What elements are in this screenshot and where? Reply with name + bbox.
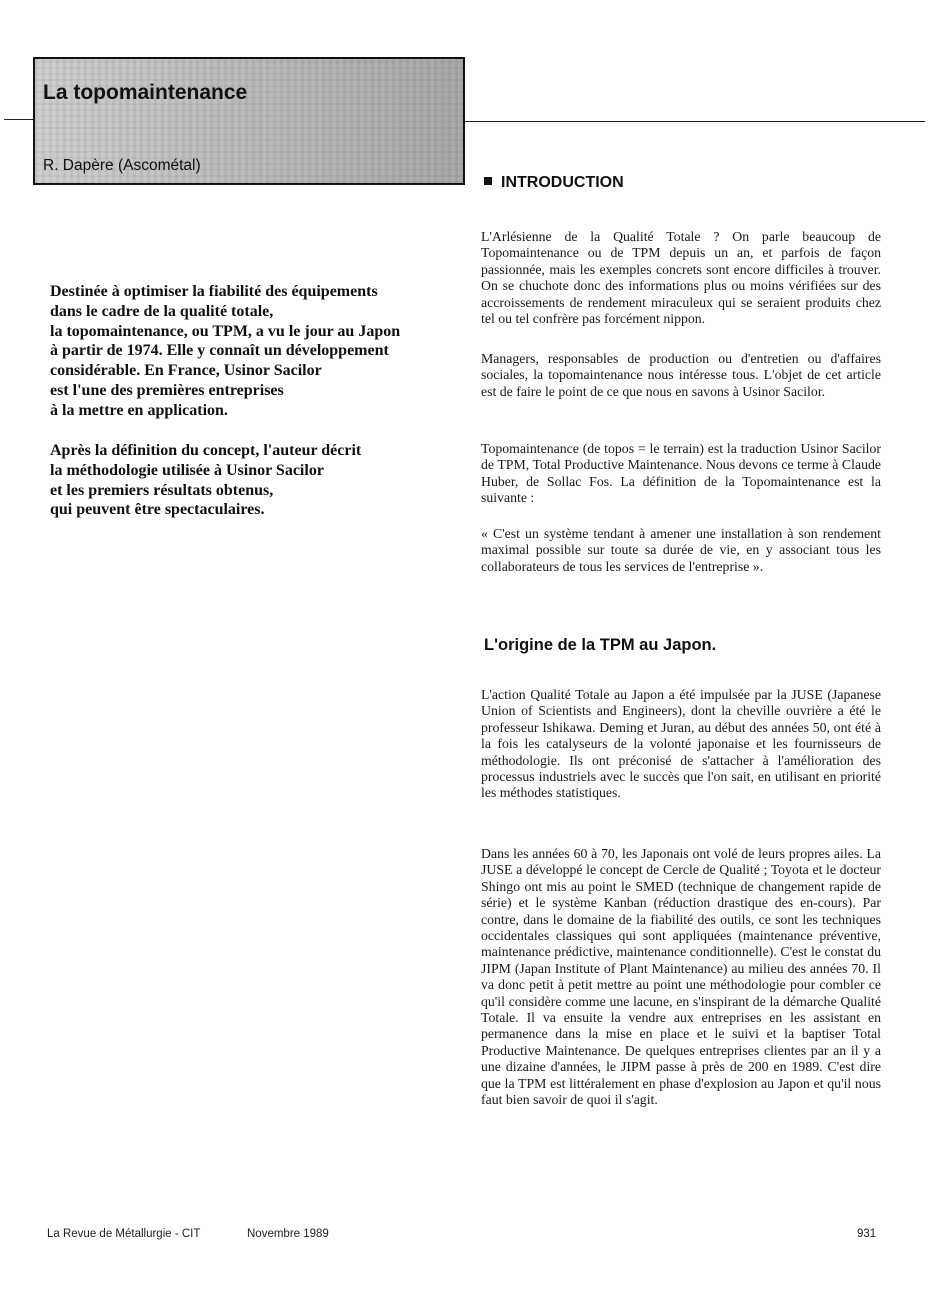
intro-paragraph: L'Arlésienne de la Qualité Totale ? On parle beaucoup de Topomaintenance ou de TPM depuis un an, et parfois de façon passionnée, mais les exemples concrets sont encore difficiles à trouver. On se chuchote donc des informations plus ou moins vérifiées sur des accroissements de rendement miraculeux qui se seraient produits chez tel ou tel confrère pas forcément nippon. xyxy=(481,229,881,327)
abstract-line: Destinée à optimiser la fiabilité des équipements xyxy=(50,283,378,300)
article-author: R. Dapère (Ascométal) xyxy=(43,157,201,174)
origin-paragraph: Dans les années 60 à 70, les Japonais ont volé de leurs propres ailes. La JUSE a développé le concept de Cercle de Qualité ; Toyota et le docteur Shingo ont mis au point le SMED (technique de changement rapide de série) et le système Kanban (réduction drastique des en-cours). Par contre, dans le domaine de la fiabilité des outils, ce sont les techniques occidentales classiques qui sont appliquées (maintenance préventive, maintenance prédictive, maintenance conditionnelle). C'est le constat du JIPM (Japan Institute of Plant Maintenance) au milieu des années 70. Il va donc petit à petit mettre au point une méthodologie pour combler ce qu'il considère comme une lacune, en s'inspirant de la démarche Qualité Totale. Il va ensuite la vendre aux entreprises en les assistant en permanence dans la mise en place et le suivi et la baptiser Total Productive Maintenance. De quelques entreprises clientes par an il y a une dizaine d'années, le JIPM passe à près de 200 en 1989. C'est dire que la TPM est littéralement en phase d'explosion au Japon et qu'il nous faut bien savoir de quoi il s'agit. xyxy=(481,846,881,1108)
abstract-paragraph-1 xyxy=(50,282,450,421)
abstract-line: Après la définition du concept, l'auteur décrit xyxy=(50,442,362,459)
abstract-line: considérable. En France, Usinor Sacilor xyxy=(50,362,322,380)
abstract-line: et les premiers résultats obtenus, xyxy=(50,481,274,499)
abstract-line: à la mettre en application. xyxy=(50,401,228,419)
intro-paragraph: « C'est un système tendant à amener une installation à son rendement maximal possible sur toute sa durée de vie, en y associant tous les collaborateurs de tous les services de l'entreprise ». xyxy=(481,526,881,574)
abstract-paragraph-2 xyxy=(50,441,450,520)
footer-journal: La Revue de Métallurgie - CIT xyxy=(47,1228,201,1240)
section-heading-introduction xyxy=(484,174,624,192)
abstract-line: est l'une des premières entreprises xyxy=(50,381,284,399)
square-bullet-icon xyxy=(484,177,492,185)
header-rule-left xyxy=(4,119,33,120)
abstract-line: qui peuvent être spectaculaires. xyxy=(50,501,265,519)
section-heading-origin: L'origine de la TPM au Japon. xyxy=(484,636,717,654)
abstract-line: la topomaintenance, ou TPM, a vu le jour au Japon xyxy=(50,322,401,340)
intro-paragraph: Topomaintenance (de topos = le terrain) est la traduction Usinor Sacilor de TPM, Total Productive Maintenance. Nous devons ce terme à Claude Huber, de Sollac Fos. La définition de la Topomaintenance est la suivante : xyxy=(481,441,881,506)
abstract-line: à partir de 1974. Elle y connaît un développement xyxy=(50,342,389,360)
origin-paragraph: L'action Qualité Totale au Japon a été impulsée par la JUSE (Japanese Union of Scientists and Engineers), dont la cheville ouvrière a été le professeur Ishikawa. Deming et Juran, au début des années 50, ont été à la fois les catalyseurs de la volonté japonaise et les fournisseurs de méthodologie. Ils ont préconisé de s'attacher à l'amélioration des processus industriels avec le succès que l'on sait, en utilisant en priorité les méthodes statistiques. xyxy=(481,687,881,801)
footer-date: Novembre 1989 xyxy=(247,1228,329,1240)
page-number: 931 xyxy=(857,1228,877,1240)
intro-paragraph: Managers, responsables de production ou d'entretien ou d'affaires sociales, la topomaintenance nous intéresse tous. L'objet de cet article est de faire le point de ce que nous en savons à Usinor Sacilor. xyxy=(481,351,881,399)
abstract-line: dans le cadre de la qualité totale, xyxy=(50,302,274,320)
section-heading-label: INTRODUCTION xyxy=(501,174,624,191)
abstract-line: la méthodologie utilisée à Usinor Sacilor xyxy=(50,461,324,479)
title-block xyxy=(33,57,465,185)
article-title: La topomaintenance xyxy=(43,81,248,104)
header-rule-right xyxy=(465,121,925,122)
